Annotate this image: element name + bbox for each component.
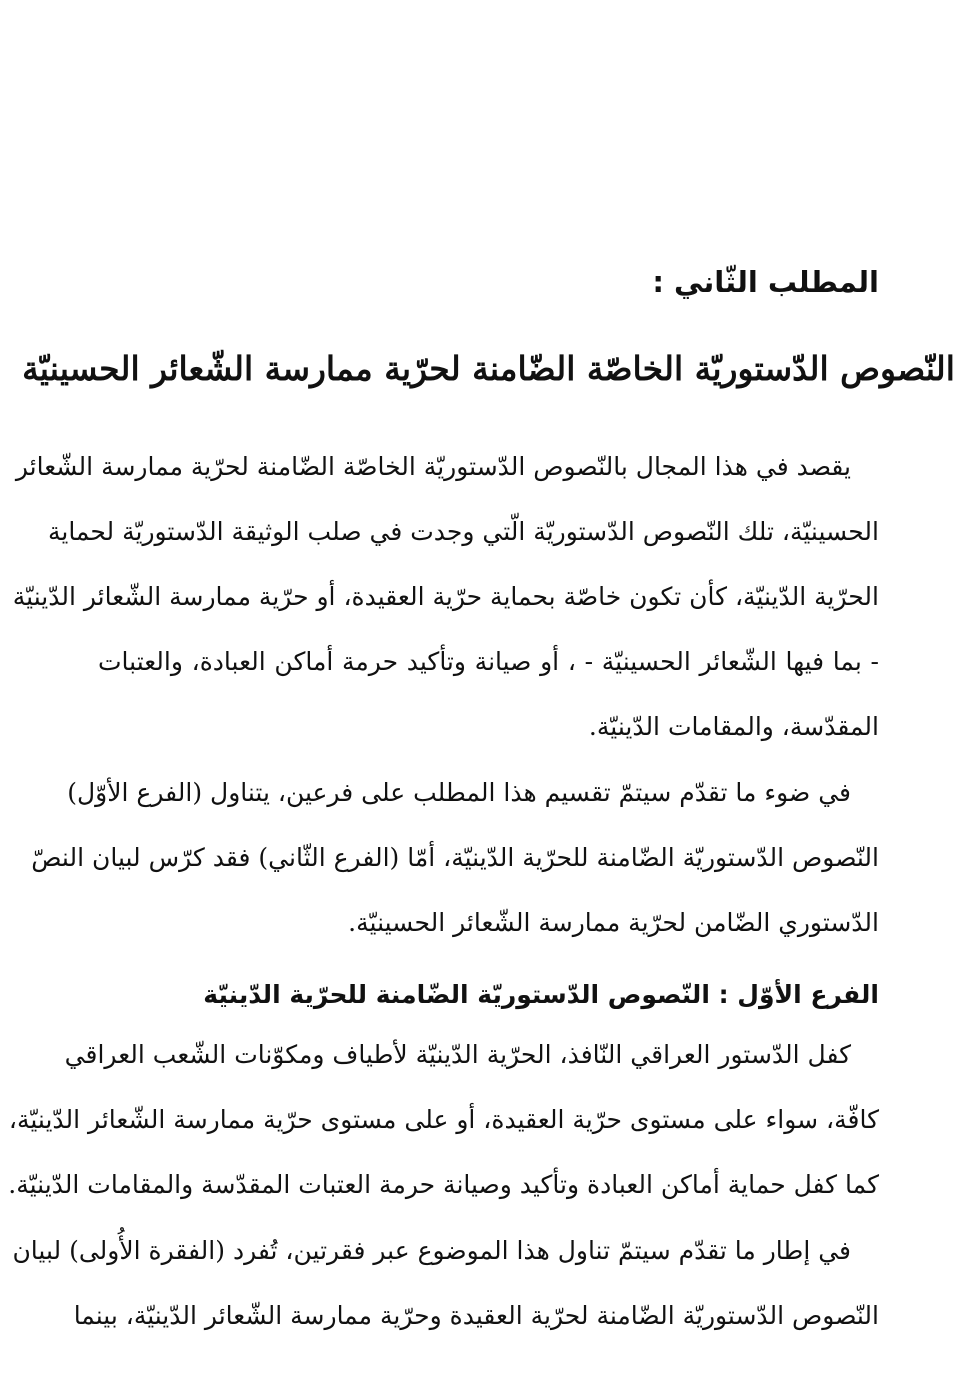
paragraph-line: كما كفل حماية أماكن العبادة وتأكيد وصيانة حرمة العتبات المقدّسة والمقامات الدّينيّة. bbox=[8, 1170, 879, 1199]
paragraph-line: الحسينيّة، تلك النّصوص الدّستوريّة الّتي وجدت في صلب الوثيقة الدّستوريّة لحماية bbox=[47, 517, 879, 546]
paragraph-line: كفل الدّستور العراقي النّافذ، الحرّية الدّينيّة لأطياف ومكوّنات الشّعب العراقي bbox=[64, 1040, 851, 1069]
paragraph-framework bbox=[12, 1218, 879, 1348]
paragraph-line: يقصد في هذا المجال بالنّصوص الدّستوريّة الخاصّة الضّامنة لحرّية ممارسة الشّعائر bbox=[15, 452, 851, 481]
paragraph-line: النّصوص الدّستوريّة الضّامنة للحرّية الدّينيّة، أمّا (الفرع الثّاني) فقد كرّس لبيان النصّ bbox=[31, 843, 879, 872]
paragraph-constitution bbox=[8, 1022, 879, 1217]
paragraph-line: في ضوء ما تقدّم سيتمّ تقسيم هذا المطلب على فرعين، يتناول (الفرع الأوّل) bbox=[67, 778, 851, 807]
main-title: النّصوص الدّستوريّة الخاصّة الضّامنة لحرّية ممارسة الشّعائر الحسينيّة bbox=[22, 349, 955, 388]
paragraph-line: كافّة، سواء على مستوى حرّية العقيدة، أو على مستوى حرّية ممارسة الشّعائر الدّينيّة، bbox=[8, 1105, 879, 1134]
paragraph-line: المقدّسة، والمقامات الدّينيّة. bbox=[588, 712, 879, 741]
paragraph-intro bbox=[12, 434, 879, 759]
paragraph-line: الحرّية الدّينيّة، كأن تكون خاصّة بحماية حرّية العقيدة، أو حرّية ممارسة الشّعائر الدّينيّة bbox=[12, 582, 879, 611]
paragraph-division bbox=[31, 760, 879, 955]
sub-heading: الفرع الأوّل : النّصوص الدّستوريّة الضّامنة للحرّية الدّينيّة bbox=[203, 980, 879, 1009]
paragraph-line: في إطار ما تقدّم سيتمّ تناول هذا الموضوع عبر فقرتين، تُفرد (الفقرة الأُولى) لبيان bbox=[12, 1236, 851, 1265]
section-heading: المطلب الثّاني : bbox=[652, 265, 879, 299]
paragraph-line: الدّستوري الضّامن لحرّية ممارسة الشّعائر الحسينيّة. bbox=[348, 908, 879, 937]
paragraph-line: - بما فيها الشّعائر الحسينيّة - ، أو صيانة وتأكيد حرمة أماكن العبادة، والعتبات bbox=[98, 647, 879, 676]
paragraph-line: النّصوص الدّستوريّة الضّامنة لحرّية العقيدة وحرّية ممارسة الشّعائر الدّينيّة، بينما bbox=[73, 1301, 879, 1330]
